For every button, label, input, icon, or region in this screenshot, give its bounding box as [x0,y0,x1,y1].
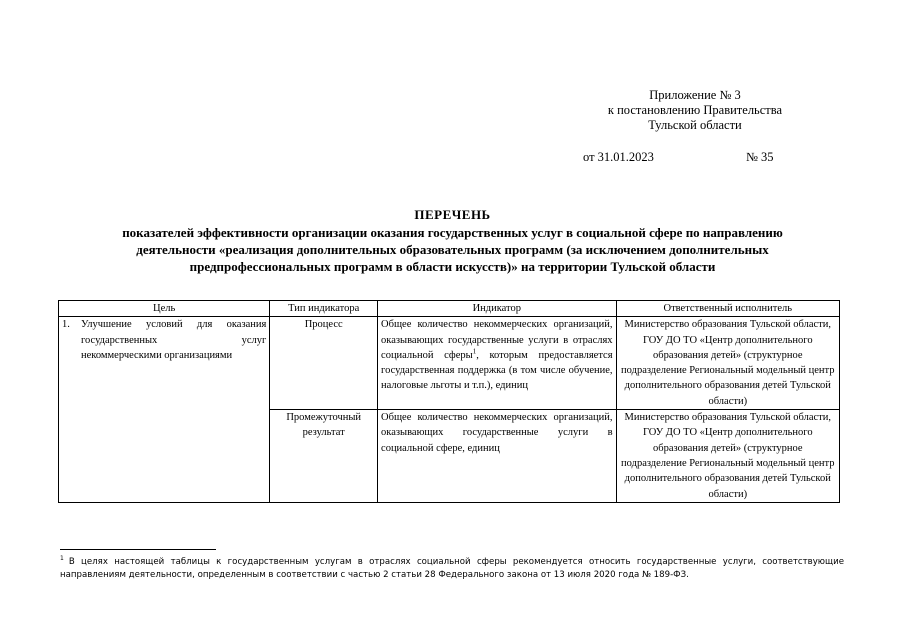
appendix-line-3: Тульской области [648,118,742,132]
resolution-number: № 35 [746,150,774,164]
footnote-text: В целях настоящей таблицы к государственным услугам в отраслях социальной сферы рекомендуется относить государственные услуги, соответствующие направлениям деятельности, определенным в соответствии с частью 2 статьи 28 Федерального закона от 13 июля 2020 года № 189-ФЗ. [60,557,844,580]
footnote [60,556,844,582]
goal-cell [59,317,270,503]
header-responsible: Ответственный исполнитель [616,301,839,317]
indicator-type-cell: Процесс [270,317,378,410]
footnote-separator [60,549,216,550]
goal-number: 1. [62,319,70,331]
responsible-cell: Министерство образования Тульской области, ГОУ ДО ТО «Центр дополнительного образования детей» (структурное подразделение Региональный модельный центр дополнительного образования детей Тульской области) [616,410,839,503]
table-header-row [59,301,840,317]
header-goal: Цель [59,301,270,317]
appendix-line-1: Приложение № 3 [649,88,741,102]
appendix-line-2: к постановлению Правительства [607,103,783,117]
indicator-text: Общее количество некоммерческих организаций, оказывающих государственные услуги в социальной сфере, единиц [381,412,613,454]
document-title [40,206,865,275]
footnote-mark: 1 [60,555,64,563]
indicator-text-continued: , которым предоставляется государственная поддержка (в том числе обучение, налоговые льготы и т.п.), единиц [381,349,613,392]
indicator-cell [378,317,617,410]
indicator-cell [378,410,617,503]
header-indicator: Индикатор [378,301,617,317]
footnote-reference: 1 [472,347,477,356]
header-indicator-type: Тип индикатора [270,301,378,317]
appendix-block [560,88,830,133]
title-heading: ПЕРЕЧЕНЬ [414,207,491,222]
indicators-table [58,300,840,503]
title-line-1: показателей эффективности организации оказания государственных услуг в социальной сфере по направлению [122,225,783,240]
responsible-cell: Министерство образования Тульской области, ГОУ ДО ТО «Центр дополнительного образования детей» (структурное подразделение Региональный модельный центр дополнительного образования детей Тульской области) [616,317,839,410]
resolution-date: от 31.01.2023 [583,150,654,164]
title-line-3: предпрофессиональных программ в области искусств)» на территории Тульской области [189,259,716,274]
indicator-type-cell: Промежуточный результат [270,410,378,503]
table-row [59,317,840,410]
indicator-text: Общее количество некоммерческих организаций, оказывающих государственные услуги в отраслях социальной сферы [381,319,613,361]
title-line-2: деятельности «реализация дополнительных образовательных программ (за исключением дополнительных [136,242,769,257]
goal-text: Улучшение условий для оказания государственных услуг некоммерческими организациями [81,319,267,361]
